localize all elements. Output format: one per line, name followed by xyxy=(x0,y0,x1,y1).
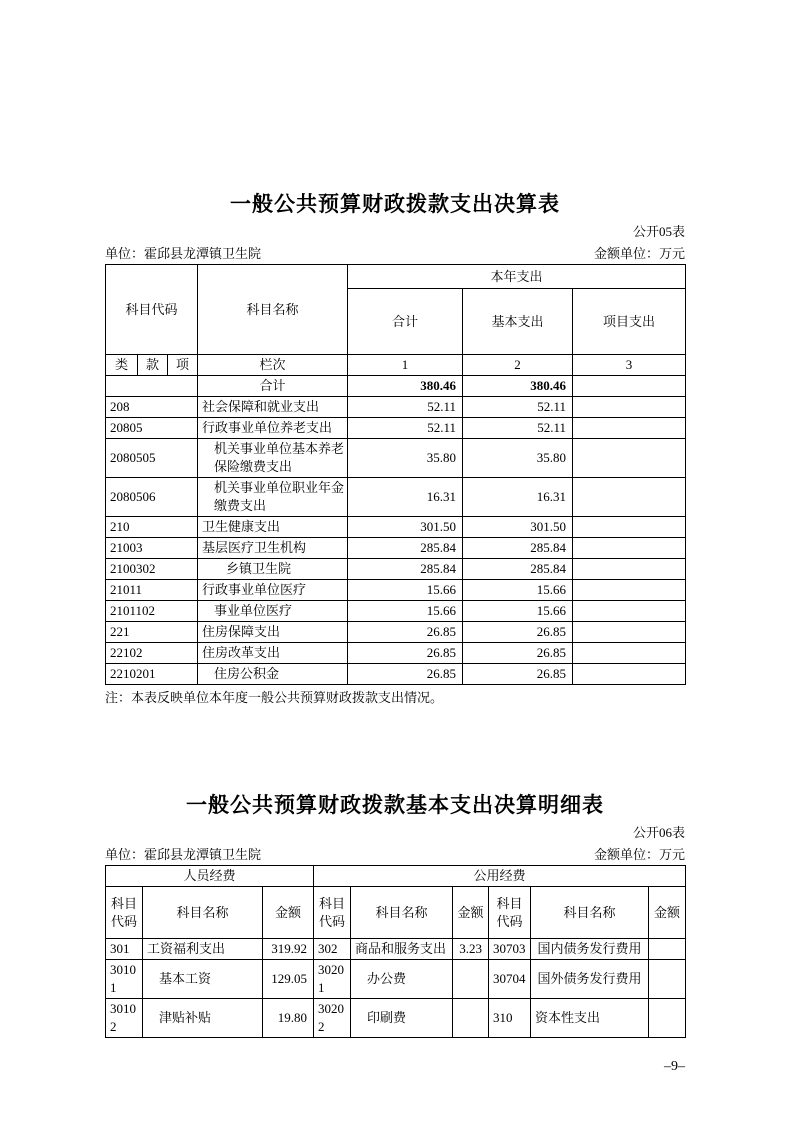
t1-cell-code: 21011 xyxy=(106,580,198,601)
th-col-3: 3 xyxy=(573,355,686,376)
t1-cell-name: 机关事业单位职业年金缴费支出 xyxy=(198,478,348,517)
table1-meta-row xyxy=(105,244,685,263)
t1-cell-code xyxy=(106,376,198,397)
t1-cell-code: 210 xyxy=(106,517,198,538)
t1-cell-total: 285.84 xyxy=(348,559,463,580)
t1-cell-code: 2100302 xyxy=(106,559,198,580)
t1-cell-project xyxy=(573,559,686,580)
t1-cell-project xyxy=(573,580,686,601)
page-content xyxy=(105,0,685,1076)
table1-title: 一般公共预算财政拨款支出决算表 xyxy=(230,193,560,216)
t2-cell-code: 310 xyxy=(489,999,531,1038)
th-subject-code: 科目代码 xyxy=(314,887,351,939)
th-subject-code: 科目代码 xyxy=(106,265,198,355)
table-row xyxy=(106,643,686,664)
th-col-2: 2 xyxy=(463,355,573,376)
table-row xyxy=(106,397,686,418)
t1-cell-project xyxy=(573,517,686,538)
table-row xyxy=(106,517,686,538)
t2-cell-name: 基本工资 xyxy=(143,960,263,999)
table1-sheet-label: 公开05表 xyxy=(632,224,685,239)
t1-cell-code: 2210201 xyxy=(106,664,198,685)
t1-cell-name: 合计 xyxy=(198,376,348,397)
t2-cell-amount: 319.92 xyxy=(263,939,314,960)
t1-cell-name: 行政事业单位医疗 xyxy=(198,580,348,601)
t1-cell-total: 52.11 xyxy=(348,397,463,418)
t2-cell-code: 301 xyxy=(106,939,143,960)
t1-cell-basic: 16.31 xyxy=(463,478,573,517)
table-row xyxy=(106,664,686,685)
t2-cell-amount xyxy=(453,999,489,1038)
t2-cell-name: 津贴补贴 xyxy=(143,999,263,1038)
th-subject-code: 科目代码 xyxy=(106,887,143,939)
t1-cell-total: 26.85 xyxy=(348,664,463,685)
th-personnel-funds: 人员经费 xyxy=(106,866,314,887)
basic-expenditure-detail-table xyxy=(105,865,686,1038)
t2-cell-amount xyxy=(649,999,686,1038)
t1-cell-name: 住房保障支出 xyxy=(198,622,348,643)
t1-cell-code: 2101102 xyxy=(106,601,198,622)
t1-cell-project xyxy=(573,538,686,559)
table1-note: 注：本表反映单位本年度一般公共预算财政拨款支出情况。 xyxy=(105,690,444,705)
th-subject-name: 科目名称 xyxy=(198,265,348,355)
t1-cell-name: 基层医疗卫生机构 xyxy=(198,538,348,559)
table-row xyxy=(106,960,686,999)
t1-cell-project xyxy=(573,664,686,685)
th-subject-name: 科目名称 xyxy=(351,887,453,939)
t1-cell-name: 社会保障和就业支出 xyxy=(198,397,348,418)
t1-cell-total: 380.46 xyxy=(348,376,463,397)
t2-cell-amount xyxy=(649,960,686,999)
t2-cell-amount xyxy=(453,960,489,999)
t1-cell-name: 乡镇卫生院 xyxy=(198,559,348,580)
t2-cell-amount: 129.05 xyxy=(263,960,314,999)
t2-cell-code: 30703 xyxy=(489,939,531,960)
t1-cell-project xyxy=(573,376,686,397)
t1-cell-basic: 26.85 xyxy=(463,643,573,664)
expenditure-table xyxy=(105,264,686,685)
t2-cell-code: 30202 xyxy=(314,999,351,1038)
t1-cell-code: 21003 xyxy=(106,538,198,559)
t1-cell-basic: 52.11 xyxy=(463,397,573,418)
t1-cell-basic: 52.11 xyxy=(463,418,573,439)
th-project: 项目支出 xyxy=(573,289,686,355)
table-row xyxy=(106,478,686,517)
th-subject-name: 科目名称 xyxy=(531,887,649,939)
table-row xyxy=(106,439,686,478)
table-row xyxy=(106,538,686,559)
t1-cell-basic: 35.80 xyxy=(463,439,573,478)
th-subject-name: 科目名称 xyxy=(143,887,263,939)
t2-cell-name: 国外债务发行费用 xyxy=(531,960,649,999)
table-row xyxy=(106,418,686,439)
t1-cell-name: 住房改革支出 xyxy=(198,643,348,664)
table2-amount-unit-label: 金额单位：万元 xyxy=(593,847,685,862)
t2-cell-name: 工资福利支出 xyxy=(143,939,263,960)
table2-title: 一般公共预算财政拨款基本支出决算明细表 xyxy=(186,794,604,817)
t1-cell-total: 26.85 xyxy=(348,622,463,643)
table-row xyxy=(106,559,686,580)
t1-cell-basic: 26.85 xyxy=(463,664,573,685)
table2-sheet-label: 公开06表 xyxy=(632,825,685,840)
th-total: 合计 xyxy=(348,289,463,355)
t1-cell-code: 22102 xyxy=(106,643,198,664)
t1-cell-name: 行政事业单位养老支出 xyxy=(198,418,348,439)
t1-cell-basic: 15.66 xyxy=(463,601,573,622)
table-row xyxy=(106,999,686,1038)
table2-unit-label: 单位：霍邱县龙潭镇卫生院 xyxy=(105,847,262,862)
t2-cell-code: 30704 xyxy=(489,960,531,999)
t2-cell-amount: 19.80 xyxy=(263,999,314,1038)
table-row xyxy=(106,622,686,643)
t2-cell-name: 资本性支出 xyxy=(531,999,649,1038)
t1-cell-total: 26.85 xyxy=(348,643,463,664)
t1-cell-code: 2080505 xyxy=(106,439,198,478)
table2-meta-row xyxy=(105,845,685,864)
th-xiang: 项 xyxy=(168,355,198,376)
t2-cell-amount: 3.23 xyxy=(453,939,489,960)
t1-cell-total: 16.31 xyxy=(348,478,463,517)
t1-cell-total: 285.84 xyxy=(348,538,463,559)
t2-cell-code: 30101 xyxy=(106,960,143,999)
t2-cell-code: 302 xyxy=(314,939,351,960)
th-year-expenditure: 本年支出 xyxy=(348,265,686,289)
page-number: –9– xyxy=(664,1059,685,1074)
t1-cell-code: 221 xyxy=(106,622,198,643)
th-amount: 金额 xyxy=(453,887,489,939)
t2-cell-name: 国内债务发行费用 xyxy=(531,939,649,960)
t1-cell-project xyxy=(573,478,686,517)
table-row-total xyxy=(106,376,686,397)
t1-cell-name: 事业单位医疗 xyxy=(198,601,348,622)
t1-cell-total: 301.50 xyxy=(348,517,463,538)
table-row xyxy=(106,580,686,601)
t2-cell-name: 办公费 xyxy=(351,960,453,999)
t2-cell-name: 商品和服务支出 xyxy=(351,939,453,960)
t1-cell-basic: 285.84 xyxy=(463,559,573,580)
t1-cell-total: 15.66 xyxy=(348,580,463,601)
th-kuan: 款 xyxy=(138,355,168,376)
th-subject-code: 科目代码 xyxy=(489,887,531,939)
t1-cell-code: 2080506 xyxy=(106,478,198,517)
t1-cell-project xyxy=(573,622,686,643)
t1-cell-code: 208 xyxy=(106,397,198,418)
t1-cell-project xyxy=(573,601,686,622)
t1-cell-total: 35.80 xyxy=(348,439,463,478)
t1-cell-total: 52.11 xyxy=(348,418,463,439)
t1-cell-name: 住房公积金 xyxy=(198,664,348,685)
table1-amount-unit-label: 金额单位：万元 xyxy=(593,246,685,261)
t1-cell-code: 20805 xyxy=(106,418,198,439)
table1-unit-label: 单位：霍邱县龙潭镇卫生院 xyxy=(105,246,262,261)
t2-cell-code: 30201 xyxy=(314,960,351,999)
t2-cell-name: 印刷费 xyxy=(351,999,453,1038)
th-public-funds: 公用经费 xyxy=(314,866,686,887)
th-lanci: 栏次 xyxy=(198,355,348,376)
t1-cell-name: 卫生健康支出 xyxy=(198,517,348,538)
t1-cell-basic: 15.66 xyxy=(463,580,573,601)
t1-cell-name: 机关事业单位基本养老保险缴费支出 xyxy=(198,439,348,478)
t1-cell-project xyxy=(573,397,686,418)
table-row xyxy=(106,601,686,622)
t1-cell-total: 15.66 xyxy=(348,601,463,622)
t1-cell-basic: 26.85 xyxy=(463,622,573,643)
t1-cell-project xyxy=(573,418,686,439)
th-amount: 金额 xyxy=(263,887,314,939)
th-lei: 类 xyxy=(106,355,138,376)
t2-cell-code: 30102 xyxy=(106,999,143,1038)
th-col-1: 1 xyxy=(348,355,463,376)
t1-cell-project xyxy=(573,643,686,664)
t1-cell-basic: 301.50 xyxy=(463,517,573,538)
th-amount: 金额 xyxy=(649,887,686,939)
t2-cell-amount xyxy=(649,939,686,960)
t1-cell-basic: 380.46 xyxy=(463,376,573,397)
t1-cell-basic: 285.84 xyxy=(463,538,573,559)
t1-cell-project xyxy=(573,439,686,478)
table-row xyxy=(106,939,686,960)
th-basic: 基本支出 xyxy=(463,289,573,355)
